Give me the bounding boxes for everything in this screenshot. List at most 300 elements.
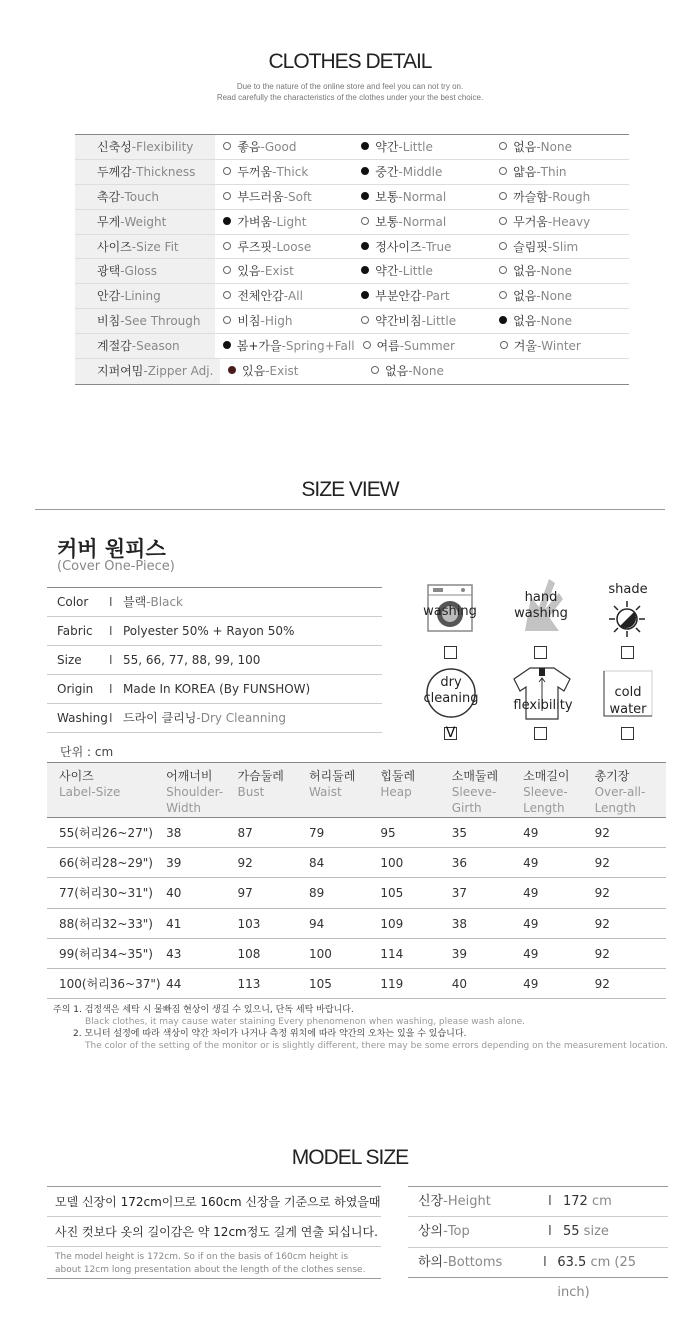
detail-row — [75, 185, 629, 210]
detail-option-en: -Heavy — [547, 214, 591, 229]
detail-label-en: -Flexibility — [131, 140, 194, 154]
model-line-1: 모델 신장이 172cm이므로 160cm 신장을 기준으로 하였을때 — [47, 1187, 381, 1217]
table-cell: 55(허리26~27") — [59, 826, 153, 840]
model-stat-label — [408, 1217, 548, 1246]
cold-water-checkbox[interactable] — [621, 727, 634, 740]
detail-label — [75, 210, 215, 234]
table-row — [47, 969, 666, 999]
header-ko: 소매둘레 — [451, 769, 499, 783]
model-stat-ko: 신장 — [418, 1194, 444, 1209]
table-cell: 49 — [523, 976, 539, 991]
hand-washing-line2: washing — [514, 606, 568, 621]
detail-label-en: -Zipper Adj. — [143, 364, 214, 379]
info-value-ko: 드라이 클리닝 — [123, 711, 197, 725]
product-name-en: (Cover One-Piece) — [57, 559, 175, 574]
table-cell: 43 — [166, 946, 182, 961]
detail-option — [353, 284, 491, 308]
detail-option-ko: 비침 — [237, 314, 261, 329]
table-cell: 119 — [380, 976, 404, 991]
model-stat-number: 55 — [563, 1224, 580, 1240]
table-cell: 105 — [308, 976, 332, 991]
table-cell: 113 — [237, 976, 261, 991]
empty-dot-icon — [223, 142, 231, 150]
size-table — [47, 762, 666, 999]
table-cell: 100(허리36~37") — [59, 976, 161, 991]
detail-option — [353, 235, 491, 259]
detail-option-ko: 정사이즈 — [375, 239, 422, 254]
table-cell: 95 — [380, 826, 396, 840]
detail-option-ko: 없음 — [513, 289, 537, 304]
table-cell: 49 — [523, 886, 539, 901]
selected-dot-icon — [361, 242, 369, 250]
detail-option — [353, 210, 491, 234]
table-cell: 38 — [166, 826, 182, 840]
detail-option-ko: 부드러움 — [237, 189, 284, 204]
detail-option-en: -Soft — [283, 189, 312, 204]
header-ko: 사이즈 — [59, 769, 94, 783]
note-2-en: The color of the setting of the monitor or is slightly different, there may be some errors depending on the measurement location. — [85, 1041, 669, 1051]
detail-option-en: -Normal — [398, 214, 447, 229]
detail-option — [353, 185, 491, 209]
detail-label-ko: 지퍼여밈 — [97, 364, 144, 379]
info-row — [47, 646, 382, 675]
table-cell: 84 — [308, 856, 325, 871]
detail-label — [75, 359, 220, 384]
model-note-1: The model height is 172cm. So if on the basis of 160cm height is — [55, 1252, 349, 1262]
empty-dot-icon — [499, 217, 507, 225]
info-separator: I — [109, 682, 113, 696]
detail-option-ko: 보통 — [375, 214, 399, 229]
detail-label-en: -Gloss — [120, 264, 157, 279]
clothes-detail-table — [75, 134, 629, 385]
selected-dot-icon — [361, 266, 369, 274]
header-en: Heap — [380, 785, 412, 799]
selected-dot-icon — [223, 217, 231, 225]
model-stat-unit: cm (25 inch) — [557, 1254, 637, 1300]
washing-checkbox[interactable] — [444, 646, 457, 659]
table-cell: 38 — [451, 916, 468, 931]
selected-dot-icon — [361, 192, 369, 200]
cold-water-line2: water — [609, 702, 647, 717]
detail-option — [215, 160, 353, 184]
header-ko: 힙둘레 — [380, 769, 416, 783]
info-value — [123, 675, 310, 703]
detail-label-en: -Size Fit — [131, 239, 179, 254]
cold-water-label — [598, 684, 658, 718]
detail-option-ko: 부분안감 — [375, 289, 422, 304]
empty-dot-icon — [500, 341, 508, 349]
detail-option-ko: 가벼움 — [237, 214, 273, 229]
size-table-header — [47, 763, 666, 818]
table-cell: 49 — [523, 916, 539, 931]
detail-option-en: -Rough — [547, 189, 591, 204]
model-stat-ko: 하의 — [418, 1254, 444, 1270]
table-cell: 49 — [523, 946, 539, 961]
header-en: Label-Size — [59, 785, 121, 799]
table-cell: 92 — [594, 886, 610, 901]
dry-cleaning-line1: dry — [440, 675, 462, 690]
empty-dot-icon — [499, 192, 507, 200]
detail-option — [491, 259, 629, 283]
header-en: Shoulder- — [166, 785, 224, 799]
model-stat-unit: cm — [587, 1194, 612, 1209]
model-stat-en: -Top — [443, 1224, 470, 1240]
detail-option — [220, 359, 363, 384]
flexibility-checkbox[interactable] — [534, 727, 547, 740]
detail-option — [215, 334, 355, 358]
detail-option-en: -Middle — [398, 164, 443, 179]
info-separator: I — [109, 624, 113, 638]
detail-label-ko: 촉감 — [97, 189, 121, 204]
divider — [35, 509, 665, 510]
model-stat-row — [408, 1187, 668, 1217]
detail-row — [75, 210, 629, 235]
detail-option-en: -Loose — [272, 239, 312, 254]
detail-label-en: -See Through — [120, 314, 201, 329]
size-header-cell — [309, 768, 380, 817]
info-label: Color — [57, 595, 89, 609]
model-stat-separator: I — [548, 1194, 552, 1209]
header-en: Waist — [308, 785, 342, 799]
cold-water-line1: cold — [614, 685, 642, 700]
table-cell: 97 — [237, 886, 253, 901]
size-header-cell — [452, 768, 523, 817]
detail-row — [75, 235, 629, 260]
table-cell: 41 — [166, 916, 182, 931]
table-cell: 88(허리32~33") — [59, 916, 153, 931]
detail-option — [215, 210, 353, 234]
header-en2: Width — [166, 801, 201, 815]
detail-option — [215, 185, 353, 209]
detail-label — [75, 160, 215, 184]
header-en2: Girth — [451, 801, 482, 815]
detail-option-en: -None — [536, 140, 572, 154]
detail-label-ko: 신축성 — [97, 140, 132, 154]
detail-label-ko: 사이즈 — [97, 239, 132, 254]
info-label: Size — [57, 653, 82, 667]
header-en: Bust — [237, 785, 265, 799]
detail-row — [75, 135, 629, 160]
hand-washing-checkbox[interactable] — [534, 646, 547, 659]
detail-option-ko: 중간 — [375, 164, 399, 179]
detail-option — [353, 160, 491, 184]
hand-washing-label — [508, 590, 574, 622]
info-value-ko: 55, 66, 77, 88, 99, 100 — [123, 653, 261, 667]
detail-option-en: -Exist — [260, 264, 294, 279]
detail-option-ko: 약간비침 — [375, 314, 422, 329]
table-cell: 35 — [451, 826, 468, 840]
detail-option-en: -True — [421, 239, 452, 254]
info-value-en: -Black — [146, 595, 183, 609]
model-stat-ko: 상의 — [418, 1224, 444, 1240]
hand-washing-line1: hand — [524, 590, 558, 605]
detail-option-ko: 없음 — [513, 314, 537, 329]
detail-option — [363, 359, 506, 384]
model-stat-separator: I — [548, 1224, 552, 1240]
size-header-cell — [595, 768, 666, 817]
model-note — [47, 1247, 381, 1279]
table-cell: 37 — [451, 886, 468, 901]
product-info-table — [47, 587, 382, 733]
dry-cleaning-label — [420, 675, 482, 707]
selected-dot-icon — [499, 316, 507, 324]
info-value-ko: 블랙 — [123, 595, 147, 609]
detail-option — [492, 334, 629, 358]
header-en2: Length — [523, 801, 565, 815]
info-label: Washing — [57, 711, 108, 725]
detail-option — [215, 259, 353, 283]
detail-label-ko: 비침 — [97, 314, 121, 329]
header-ko: 소매길이 — [523, 769, 570, 783]
info-value — [123, 646, 260, 674]
table-row — [47, 909, 666, 939]
detail-row — [75, 309, 629, 334]
model-stat-number: 63.5 — [557, 1254, 587, 1270]
header-en: Sleeve- — [523, 785, 568, 799]
model-stat-separator: I — [542, 1254, 547, 1270]
empty-dot-icon — [499, 242, 507, 250]
model-stat-row — [408, 1248, 668, 1300]
model-stats — [408, 1186, 668, 1300]
model-stat-number: 172 — [563, 1194, 588, 1209]
detail-option-en: -None — [536, 264, 572, 279]
header-ko: 허리둘레 — [308, 769, 356, 783]
model-stat-label — [408, 1187, 548, 1216]
detail-option — [353, 309, 491, 333]
table-row — [47, 818, 666, 848]
dry-cleaning-line2: cleaning — [423, 691, 479, 706]
detail-label-en: -Thickness — [131, 164, 196, 179]
detail-subtitle-1: Due to the nature of the online store and feel you can not try on. — [236, 82, 464, 91]
detail-option-en: -Little — [421, 314, 457, 329]
detail-option-en: -Little — [398, 140, 433, 154]
table-cell: 92 — [237, 856, 253, 871]
selected-dot-icon — [228, 366, 236, 374]
detail-option — [353, 259, 491, 283]
info-value — [123, 704, 286, 732]
detail-option-ko: 있음 — [242, 364, 266, 379]
table-cell: 49 — [523, 826, 539, 840]
table-cell: 39 — [166, 856, 182, 871]
empty-dot-icon — [363, 341, 371, 349]
table-cell: 77(허리30~31") — [59, 886, 153, 901]
model-stat-label — [408, 1248, 543, 1277]
detail-option-en: -Spring+Fall — [281, 339, 355, 354]
dry-cleaning-checkbox-checked[interactable]: V — [445, 725, 456, 741]
detail-label-ko: 무게 — [97, 214, 121, 229]
notes — [53, 1004, 668, 1052]
shade-checkbox[interactable] — [621, 646, 634, 659]
shade-label: shade — [608, 582, 648, 597]
header-ko: 총기장 — [594, 769, 630, 783]
detail-label-ko: 광택 — [97, 264, 121, 279]
info-value — [123, 588, 183, 616]
detail-option-ko: 있음 — [237, 264, 261, 279]
detail-label-en: -Lining — [120, 289, 161, 304]
table-cell: 108 — [237, 946, 261, 961]
size-header-cell — [238, 768, 309, 817]
detail-label-en: -Weight — [120, 214, 167, 229]
detail-option-ko: 여름 — [376, 339, 400, 354]
detail-option — [491, 160, 629, 184]
detail-option-en: -Normal — [398, 189, 447, 204]
detail-option-en: -Exist — [265, 364, 299, 379]
note-1: 주의 1. 검정색은 세탁 시 물빠짐 현상이 생길 수 있으니, 단독 세탁 바랍니다. — [53, 1005, 354, 1015]
selected-dot-icon — [223, 341, 231, 349]
table-cell: 39 — [451, 946, 468, 961]
detail-label-en: -Season — [131, 339, 180, 354]
empty-dot-icon — [499, 167, 507, 175]
info-value — [123, 617, 294, 645]
model-stat-en: -Height — [443, 1194, 491, 1209]
table-cell: 100 — [380, 856, 404, 871]
detail-row — [75, 284, 629, 309]
table-cell: 92 — [594, 976, 610, 991]
table-cell: 99(허리34~35") — [59, 946, 153, 961]
header-en2: Length — [594, 801, 636, 815]
detail-option-en: -None — [536, 289, 572, 304]
product-name: 커버 원피스 — [57, 537, 166, 561]
size-view-title: SIZE VIEW — [301, 478, 399, 501]
empty-dot-icon — [223, 266, 231, 274]
table-cell: 100 — [308, 946, 332, 961]
detail-option-ko: 무거움 — [513, 214, 548, 229]
size-header-cell — [380, 768, 451, 817]
detail-option — [491, 309, 629, 333]
empty-dot-icon — [499, 266, 507, 274]
model-stat-unit: size — [579, 1224, 609, 1240]
detail-label — [75, 284, 215, 308]
table-row — [47, 848, 666, 878]
size-header-cell — [166, 768, 237, 817]
detail-option-en: -Winter — [536, 339, 581, 354]
table-cell: 92 — [594, 856, 610, 871]
table-cell: 103 — [237, 916, 261, 931]
model-description — [47, 1186, 381, 1279]
model-line-2: 사진 컷보다 옷의 길이감은 약 12cm정도 길게 연출 되십니다. — [47, 1217, 381, 1247]
empty-dot-icon — [371, 366, 379, 374]
info-row — [47, 704, 382, 733]
detail-label-ko: 안감 — [97, 289, 121, 304]
empty-dot-icon — [223, 242, 231, 250]
size-header-cell — [47, 768, 166, 817]
detail-option-ko: 봄+가을 — [236, 339, 282, 354]
detail-option-en: -All — [283, 289, 303, 304]
detail-subtitle-2: Read carefully the characteristics of the clothes under your the best choice. — [216, 93, 484, 102]
model-stat-value — [563, 1187, 612, 1216]
detail-option — [491, 284, 629, 308]
empty-dot-icon — [223, 316, 231, 324]
size-header-cell — [523, 768, 594, 817]
table-cell: 92 — [594, 826, 610, 840]
selected-dot-icon — [361, 142, 369, 150]
detail-option — [491, 135, 629, 159]
info-separator: I — [109, 595, 113, 609]
empty-dot-icon — [361, 316, 369, 324]
table-cell: 114 — [380, 946, 404, 961]
detail-option — [215, 309, 353, 333]
empty-dot-icon — [223, 192, 231, 200]
table-cell: 92 — [594, 916, 610, 931]
detail-option-en: -Good — [260, 140, 297, 154]
detail-option-en: -Little — [398, 264, 433, 279]
detail-option-en: -Thick — [272, 164, 309, 179]
detail-option — [491, 235, 629, 259]
detail-option — [491, 185, 629, 209]
detail-label — [75, 334, 215, 358]
detail-option-ko: 약간 — [375, 264, 399, 279]
table-cell: 89 — [308, 886, 325, 901]
detail-label — [75, 309, 215, 333]
table-cell: 40 — [166, 886, 182, 901]
detail-option-ko: 루즈핏 — [237, 239, 273, 254]
detail-label — [75, 135, 215, 159]
table-row — [47, 939, 666, 969]
detail-option — [215, 235, 353, 259]
table-cell: 36 — [451, 856, 468, 871]
table-cell: 44 — [166, 976, 182, 991]
detail-option-en: -Summer — [399, 339, 455, 354]
detail-option-ko: 없음 — [513, 264, 537, 279]
info-value-ko: Polyester 50% + Rayon 50% — [123, 624, 295, 638]
empty-dot-icon — [223, 291, 231, 299]
model-stat-value — [563, 1217, 609, 1246]
detail-option-ko: 전체안감 — [237, 289, 284, 304]
model-stat-row — [408, 1217, 668, 1247]
table-cell: 109 — [380, 916, 404, 931]
detail-label — [75, 185, 215, 209]
table-cell: 87 — [237, 826, 253, 840]
detail-option-ko: 보통 — [375, 189, 399, 204]
detail-option-en: -Part — [421, 289, 450, 304]
detail-option — [491, 210, 629, 234]
info-value-en: -Dry Cleanning — [196, 711, 287, 725]
detail-option-ko: 겨울 — [513, 339, 537, 354]
detail-label-ko: 계절감 — [97, 339, 132, 354]
detail-option-ko: 까슬함 — [513, 189, 548, 204]
model-size-title: MODEL SIZE — [291, 1146, 409, 1169]
table-cell: 40 — [451, 976, 468, 991]
empty-dot-icon — [223, 167, 231, 175]
detail-option-en: -None — [408, 364, 444, 379]
info-row — [47, 588, 382, 617]
table-cell: 49 — [523, 856, 539, 871]
info-label: Fabric — [57, 624, 93, 638]
detail-label-ko: 두께감 — [97, 164, 132, 179]
detail-option-en: -High — [260, 314, 293, 329]
shade-sun-icon — [607, 599, 647, 639]
header-ko: 어깨너비 — [166, 769, 213, 783]
table-row — [47, 878, 666, 908]
header-en: Sleeve- — [451, 785, 497, 799]
flexibility-label: flexibility — [513, 698, 573, 713]
table-cell: 94 — [308, 916, 325, 931]
detail-label — [75, 259, 215, 283]
selected-dot-icon — [361, 291, 369, 299]
detail-label-en: -Touch — [120, 189, 159, 204]
detail-row — [75, 160, 629, 185]
model-stat-en: -Bottoms — [443, 1254, 503, 1270]
detail-option — [353, 135, 491, 159]
note-1-en: Black clothes, it may cause water staining Every phenomenon when washing, please wash alone. — [85, 1017, 526, 1027]
info-label: Origin — [57, 682, 94, 696]
detail-option-ko: 좋음 — [237, 140, 261, 154]
clothes-detail-title: CLOTHES DETAIL — [268, 50, 432, 73]
table-cell: 105 — [380, 886, 404, 901]
selected-dot-icon — [361, 167, 369, 175]
detail-option-en: -Thin — [536, 164, 567, 179]
info-row — [47, 675, 382, 704]
